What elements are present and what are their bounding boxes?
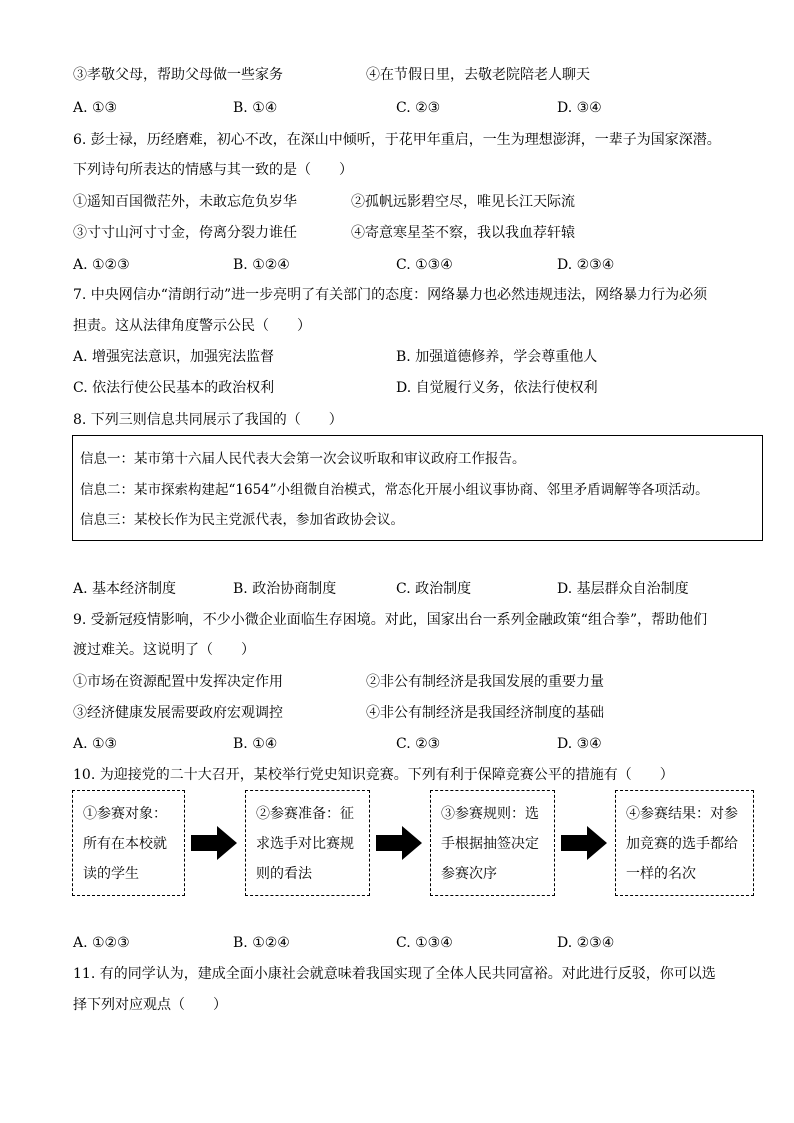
q9-option-c: C. ②③ [396,736,441,752]
q6-item-4: ④寄意寒星荃不察，我以我血荐轩辕 [351,225,575,241]
q10-stem: 10. 为迎接党的二十大召开，某校举行党史知识竞赛。下列有利于保障竞赛公平的措施有（ ） [73,767,674,783]
q7-option-c: C. 依法行使公民基本的政治权利 [73,380,275,396]
q6-item-3: ③寸寸山河寸寸金，侉离分裂力谁任 [73,225,297,241]
q10-box-3 [430,790,555,896]
q6-option-b: B. ①②④ [233,257,290,273]
q8-option-a: A. 基本经济制度 [73,581,177,597]
q10-box-4 [615,790,754,896]
q9-stem-line2: 渡过难关。这说明了（ ） [73,642,255,658]
q5-option-a: A. ①③ [73,100,118,116]
q10-box-4-line-3: 一样的名次 [626,866,696,882]
q9-item-4: ④非公有制经济是我国经济制度的基础 [366,705,604,721]
q10-box-3-line-2: 手根据抽签决定 [441,836,539,852]
q7-stem-line1: 7. 中央网信办“清朗行动”进一步亮明了有关部门的态度：网络暴力也必然违规违法，网络暴力行为必须 [73,287,708,303]
q8-option-b: B. 政治协商制度 [233,581,337,597]
q7-option-b: B. 加强道德修养，学会尊重他人 [396,349,598,365]
q6-option-d: D. ②③④ [557,257,615,273]
arrow-right-icon [376,826,422,860]
q10-option-a: A. ①②③ [73,935,130,951]
q8-stem: 8. 下列三则信息共同展示了我国的（ ） [73,412,343,428]
q5-option-c: C. ②③ [396,100,441,116]
q10-box-3-line-1: ③参赛规则：选 [441,806,539,822]
q10-option-c: C. ①③④ [396,935,453,951]
q10-box-4-line-2: 加竞赛的选手都给 [626,836,738,852]
q7-stem-line2: 担责。这从法律角度警示公民（ ） [73,318,311,334]
q6-stem-line2: 下列诗句所表达的情感与其一致的是（ ） [73,162,353,178]
q7-option-a: A. 增强宪法意识，加强宪法监督 [73,349,275,365]
q10-box-3-line-3: 参赛次序 [441,866,497,882]
q6-option-a: A. ①②③ [73,257,130,273]
q10-box-1-line-3: 读的学生 [83,866,139,882]
q7-option-d: D. 自觉履行义务，依法行使权利 [396,380,598,396]
q10-option-b: B. ①②④ [233,935,290,951]
q6-stem-line1: 6. 彭士禄，历经磨难，初心不改，在深山中倾听，于花甲年重启，一生为理想澎湃，一辈子为国家深潜。 [73,132,721,148]
q6-option-c: C. ①③④ [396,257,453,273]
q10-box-2 [245,790,370,896]
q10-box-1-line-1: ①参赛对象： [83,806,167,822]
q5-item-4: ④在节假日里，去敬老院陪老人聊天 [366,67,590,83]
q10-box-4-line-1: ④参赛结果：对参 [626,806,738,822]
q6-item-1: ①遥知百国微茫外，未敢忘危负岁华 [73,194,297,210]
q9-option-a: A. ①③ [73,736,118,752]
q10-box-2-line-1: ②参赛准备：征 [256,806,354,822]
q11-stem-line2: 择下列对应观点（ ） [73,997,227,1013]
q9-option-d: D. ③④ [557,736,602,752]
q5-option-d: D. ③④ [557,100,602,116]
q10-box-2-line-2: 求选手对比赛规 [256,836,354,852]
q5-item-3: ③孝敬父母，帮助父母做一些家务 [73,67,283,83]
q9-stem-line1: 9. 受新冠疫情影响，不少小微企业面临生存困境。对此，国家出台一系列金融政策“组合拳”，帮助他们 [73,612,708,628]
q9-item-3: ③经济健康发展需要政府宏观调控 [73,705,283,721]
q10-box-2-line-3: 则的看法 [256,866,312,882]
q9-option-b: B. ①④ [233,736,278,752]
q9-item-2: ②非公有制经济是我国发展的重要力量 [366,674,604,690]
q10-option-d: D. ②③④ [557,935,615,951]
q8-option-d: D. 基层群众自治制度 [557,581,689,597]
q8-option-c: C. 政治制度 [396,581,472,597]
arrow-right-icon [191,826,237,860]
q10-box-1 [72,790,185,896]
q11-stem-line1: 11. 有的同学认为，建成全面小康社会就意味着我国实现了全体人民共同富裕。对此进行反驳，你可以选 [73,966,716,982]
arrow-right-icon [561,826,607,860]
q8-info-2: 信息二：某市探索构建起“1654”小组微自治模式，常态化开展小组议事协商、邻里矛盾调解等各项活动。 [80,482,709,498]
q8-info-3: 信息三：某校长作为民主党派代表，参加省政协会议。 [80,512,404,528]
q8-info-1: 信息一：某市第十六届人民代表大会第一次会议听取和审议政府工作报告。 [80,451,526,467]
q5-option-b: B. ①④ [233,100,278,116]
q6-item-2: ②孤帆远影碧空尽，唯见长江天际流 [351,194,575,210]
q10-box-1-line-2: 所有在本校就 [83,836,167,852]
q9-item-1: ①市场在资源配置中发挥决定作用 [73,674,283,690]
